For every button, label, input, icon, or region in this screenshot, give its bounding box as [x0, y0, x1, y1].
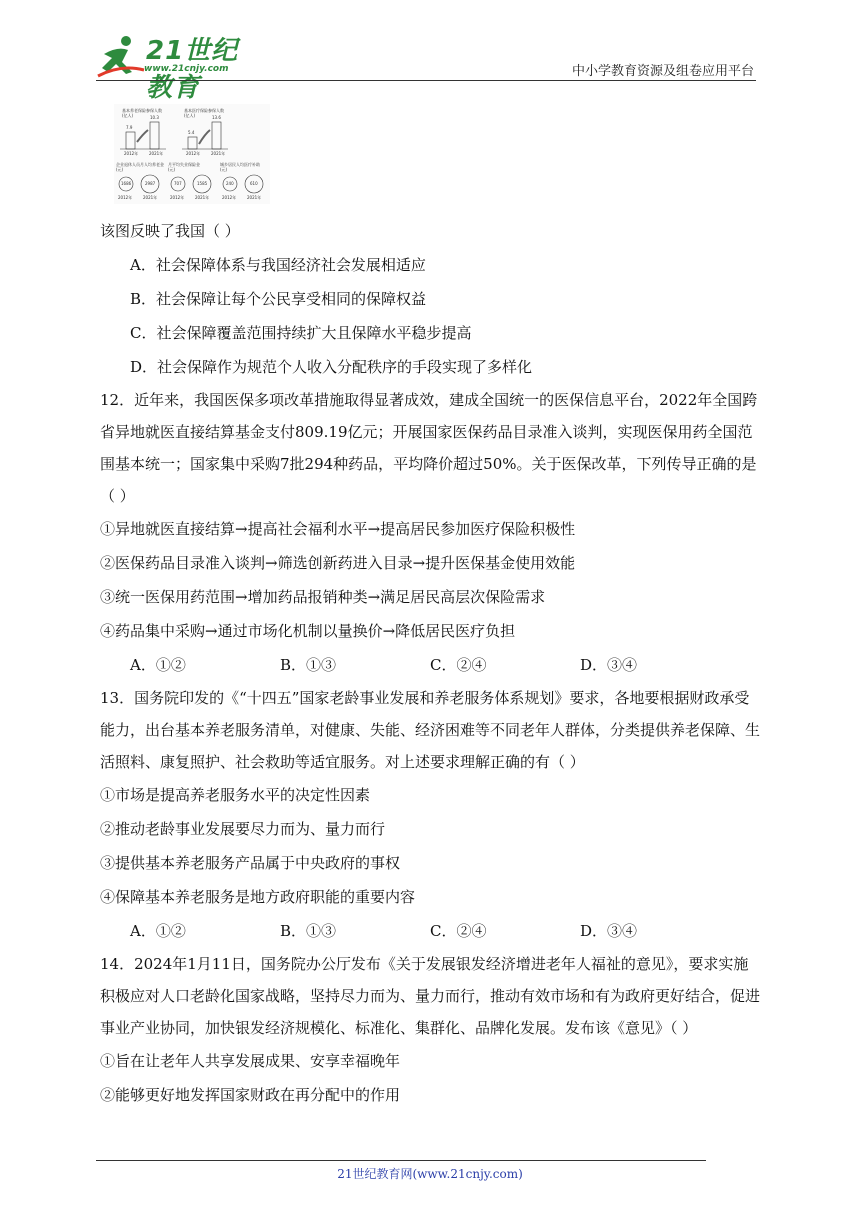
- q12-choice-a[interactable]: A．①②: [130, 656, 186, 674]
- q11-option-b[interactable]: B．社会保障让每个公民享受相同的保障权益: [130, 290, 427, 308]
- circle-label: 707: [174, 181, 182, 186]
- fig-title: 基本医疗保险参保人数: [184, 108, 224, 113]
- q12-item-4: ④药品集中采购→通过市场化机制以量换价→降低居民医疗负担: [100, 622, 516, 640]
- q12-choice-b[interactable]: B．①③: [280, 656, 337, 674]
- fig-unit: (元): [168, 167, 176, 172]
- q12-stem: 12．近年来，我国医保多项改革措施取得显著成效，建成全国统一的医保信息平台，2022年全国跨省异地就医直接结算基金支付809.19亿元；开展国家医保药品目录准入谈判，实现医保用药全国范围基本统一；国家集中采购7批294种药品，平均降价超过50%。关于医保改革，下列传导正确的是（ ）: [100, 391, 758, 505]
- year-label: 2021年: [247, 195, 262, 200]
- circle-label: 1686: [121, 181, 132, 186]
- footer-link[interactable]: 21世纪教育网(www.21cnjy.com): [337, 1167, 523, 1181]
- year-label: 2012年: [124, 151, 139, 156]
- q14-stem: 14．2024年1月11日，国务院办公厅发布《关于发展银发经济增进老年人福祉的意见》，要求实施积极应对人口老龄化国家战略，坚持尽力而为、量力而行，推动有效市场和有为政府更好结合，促进事业产业协同，加快银发经济规模化、标准化、集群化、品牌化发展。发布该《意见》（ ）: [100, 955, 761, 1037]
- social-security-figure: [114, 104, 270, 204]
- q12-item-3: ③统一医保用药范围→增加药品报销种类→满足居民高层次保险需求: [100, 588, 546, 606]
- year-label: 2021年: [149, 151, 164, 156]
- fig-unit: (亿人): [184, 113, 196, 118]
- q13-choice-a[interactable]: A．①②: [130, 922, 186, 940]
- bar-label: 10.3: [150, 115, 159, 120]
- q13-choices: [100, 914, 760, 948]
- circle-label: 610: [250, 181, 258, 186]
- fig-title: 城乡居民人均医疗补助: [220, 162, 260, 167]
- q13-item-4: ④保障基本养老服务是地方政府职能的重要内容: [100, 888, 416, 906]
- q12-choices: [100, 648, 760, 682]
- circle-label: 2987: [145, 181, 156, 186]
- q11-stem: 该图反映了我国（ ）: [100, 222, 240, 240]
- q12-choice-c[interactable]: C．②④: [430, 656, 487, 674]
- fig-title: 月平均失业保险金: [168, 162, 200, 167]
- fig-unit: (元): [116, 167, 124, 172]
- q13-choice-b[interactable]: B．①③: [280, 922, 337, 940]
- bar-label: 5.4: [188, 130, 195, 135]
- q13-item-2: ②推动老龄事业发展要尽力而为、量力而行: [100, 820, 386, 838]
- fig-unit: (元): [220, 167, 228, 172]
- q14-item-1: ①旨在让老年人共享发展成果、安享幸福晚年: [100, 1052, 401, 1070]
- bar-label: 7.9: [126, 125, 133, 130]
- circle-label: 1585: [197, 181, 208, 186]
- q13-choice-d[interactable]: D．③④: [580, 922, 638, 940]
- fig-title: 基本养老保险参保人数: [122, 108, 162, 113]
- q13-item-1: ①市场是提高养老服务水平的决定性因素: [100, 786, 371, 804]
- circle-label: 240: [226, 181, 234, 186]
- q14-item-2: ②能够更好地发挥国家财政在再分配中的作用: [100, 1086, 401, 1104]
- q12-item-2: ②医保药品目录准入谈判→筛选创新药进入目录→提升医保基金使用效能: [100, 554, 576, 572]
- logo-url: www.21cnjy.com: [144, 64, 229, 74]
- year-label: 2012年: [186, 151, 201, 156]
- q13-choice-c[interactable]: C．②④: [430, 922, 487, 940]
- fig-title: 企业退休人员月人均养老金: [116, 162, 164, 167]
- site-logo[interactable]: [96, 34, 256, 103]
- year-label: 2021年: [143, 195, 158, 200]
- logo-text: 21世纪教育: [146, 36, 239, 103]
- page-header: [0, 0, 860, 103]
- year-label: 2012年: [222, 195, 237, 200]
- q11-option-d[interactable]: D．社会保障作为规范个人收入分配秩序的手段实现了多样化: [130, 358, 533, 376]
- q13-stem: 13．国务院印发的《“十四五”国家老龄事业发展和养老服务体系规划》要求，各地要根据财政承受能力，出台基本养老服务清单，对健康、失能、经济困难等不同老年人群体，分类提供养老保障、生活照料、康复照护、社会救助等适宜服务。对上述要求理解正确的有（ ）: [100, 689, 761, 771]
- platform-name: 中小学教育资源及组卷应用平台: [571, 64, 754, 79]
- q11-option-a[interactable]: A．社会保障体系与我国经济社会发展相适应: [130, 256, 426, 274]
- q13-item-3: ③提供基本养老服务产品属于中央政府的事权: [100, 854, 401, 872]
- footer-divider: [96, 1160, 706, 1161]
- year-label: 2012年: [170, 195, 185, 200]
- q12-choice-d[interactable]: D．③④: [580, 656, 638, 674]
- q12-item-1: ①异地就医直接结算→提高社会福利水平→提高居民参加医疗保险积极性: [100, 520, 576, 538]
- bar-label: 13.6: [212, 115, 221, 120]
- q11-option-c[interactable]: C．社会保障覆盖范围持续扩大且保障水平稳步提高: [130, 324, 472, 342]
- fig-unit: (亿人): [122, 113, 134, 118]
- year-label: 2021年: [195, 195, 210, 200]
- header-divider: [96, 80, 756, 81]
- questions-body: [100, 214, 760, 1112]
- year-label: 2021年: [211, 151, 226, 156]
- runner-logo-icon: [96, 34, 146, 80]
- year-label: 2012年: [118, 195, 133, 200]
